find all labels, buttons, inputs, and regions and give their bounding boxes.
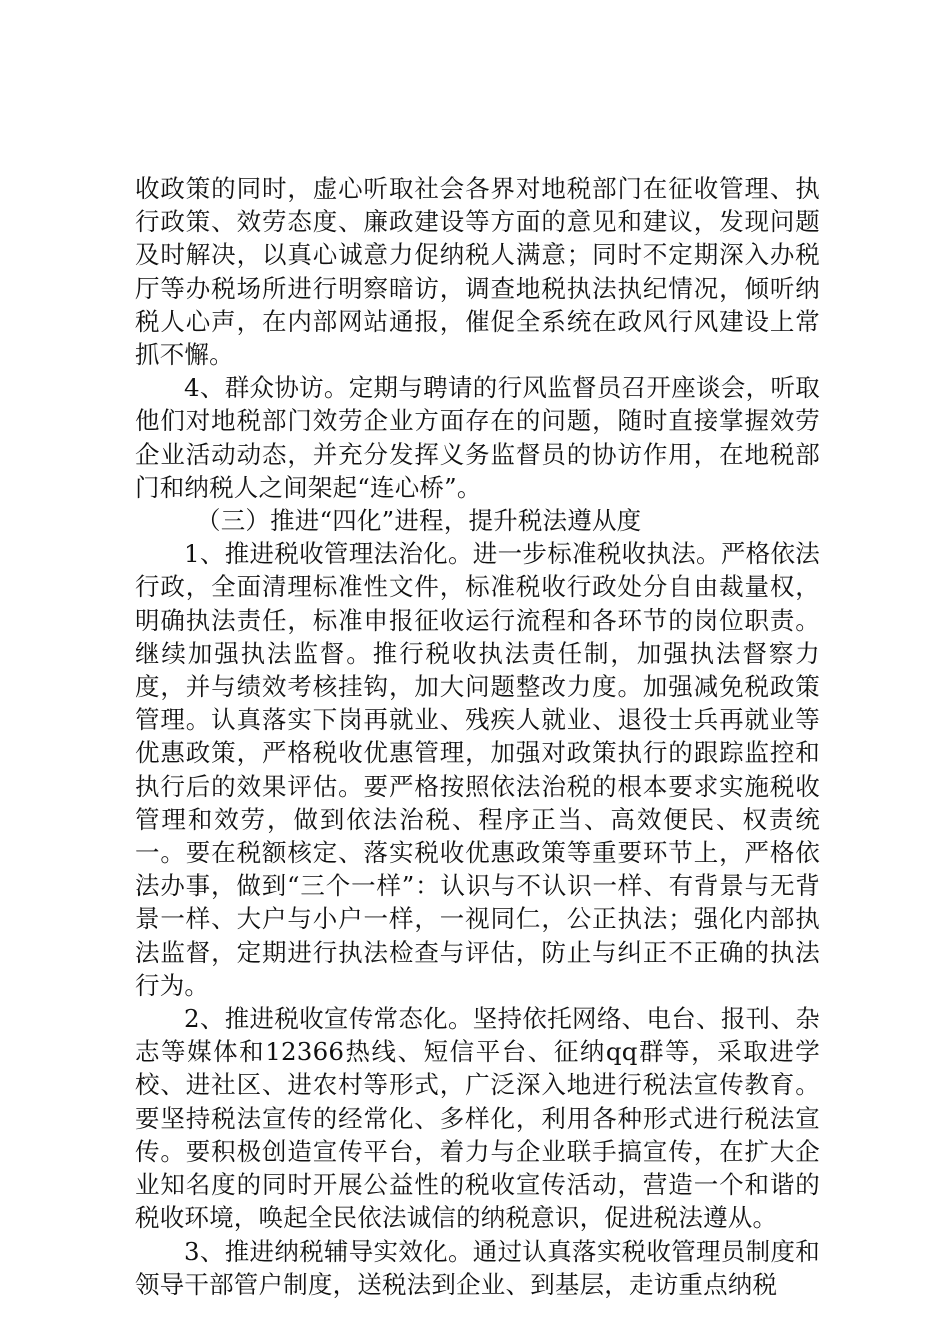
paragraph-item-2: 2、推进税收宣传常态化。坚持依托网络、电台、报刊、杂志等媒体和12366热线、短信平台、征纳qq群等，采取进学校、进社区、进农村等形式，广泛深入地进行税法宣传教育。要坚持税法宣传的经常化、多样化，利用各种形式进行税法宣传。要积极创造宣传平台，着力与企业联手搞宣传，在扩大企业知名度的同时开展公益性的税收宣传活动，营造一个和谐的税收环境，唤起全民依法诚信的纳税意识，促进税法遵从。 <box>135 1004 820 1233</box>
paragraph-item-3: 3、推进纳税辅导实效化。通过认真落实税收管理员制度和领导干部管户制度，送税法到企业、到基层，走访重点纳税 <box>135 1236 820 1299</box>
paragraph-continued: 收政策的同时，虚心听取社会各界对地税部门在征收管理、执行政策、效劳态度、廉政建设等方面的意见和建议，发现问题及时解决，以真心诚意力促纳税人满意；同时不定期深入办税厅等办税场所进行明察暗访，调查地税执法执纪情况，倾听纳税人心声，在内部网站通报，催促全系统在政风行风建设上常抓不懈。 <box>135 174 820 370</box>
paragraph-item-4: 4、群众协访。定期与聘请的行风监督员召开座谈会，听取他们对地税部门效劳企业方面存在的问题，随时直接掌握效劳企业活动动态，并充分发挥义务监督员的协访作用，在地税部门和纳税人之间架起“连心桥”。 <box>135 373 820 502</box>
section-heading-3: （三）推进“四化”进程，提升税法遵从度 <box>196 506 642 536</box>
document-body <box>135 172 820 1301</box>
paragraph-item-1: 1、推进税收管理法治化。进一步标准税收执法。严格依法行政，全面清理标准性文件，标准税收行政处分自由裁量权，明确执法责任，标准申报征收运行流程和各环节的岗位职责。继续加强执法监督。推行税收执法责任制，加强执法督察力度，并与绩效考核挂钩，加大问题整改力度。加强减免税政策管理。认真落实下岗再就业、残疾人就业、退役士兵再就业等优惠政策，严格税收优惠管理，加强对政策执行的跟踪监控和执行后的效果评估。要严格按照依法治税的根本要求实施税收管理和效劳，做到依法治税、程序正当、高效便民、权责统一。要在税额核定、落实税收优惠政策等重要环节上，严格依法办事，做到“三个一样”：认识与不认识一样、有背景与无背景一样、大户与小户一样，一视同仁，公正执法；强化内部执法监督，定期进行执法检查与评估，防止与纠正不正确的执法行为。 <box>135 539 820 1000</box>
